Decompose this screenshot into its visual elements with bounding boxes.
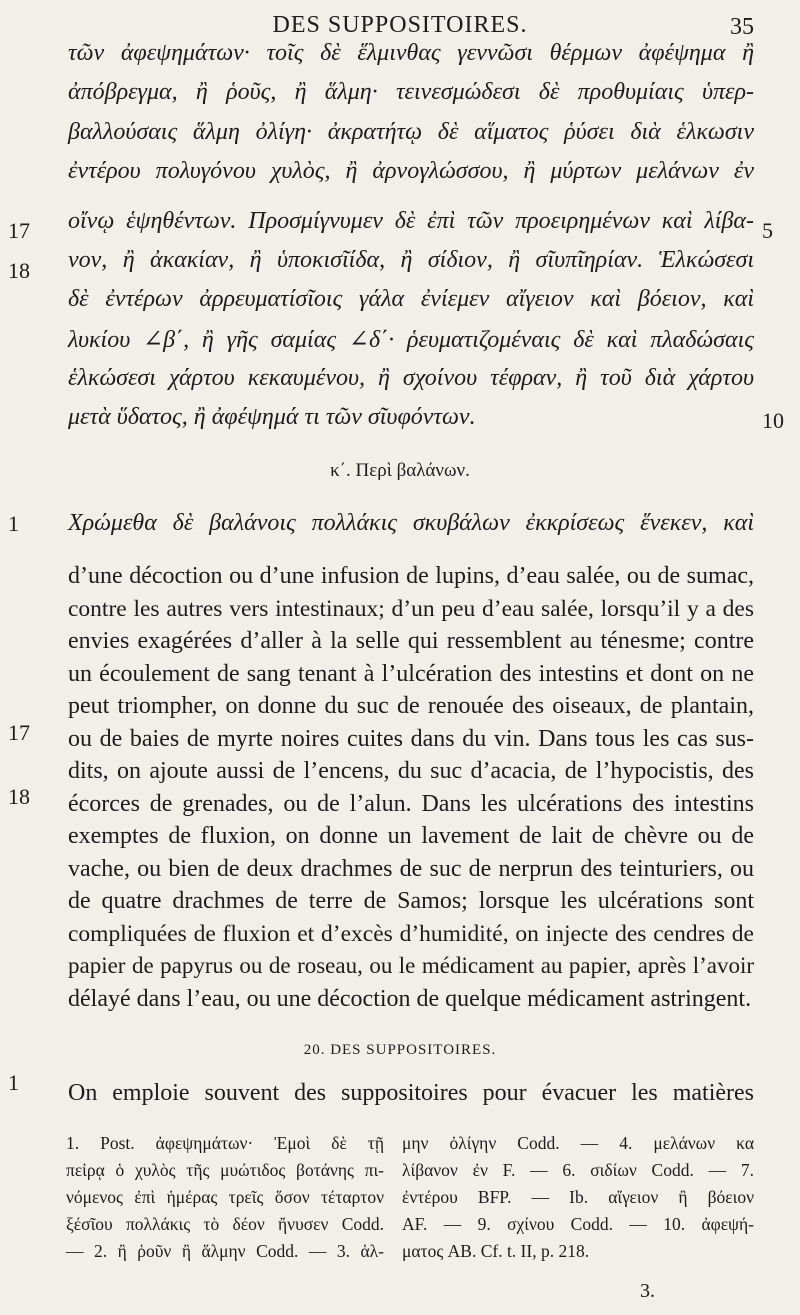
- footnote-line: ἐντέρου BFP. — Ib. αἴγειον ἢ βόειον: [402, 1187, 754, 1207]
- footnotes-left-column: [66, 1130, 384, 1265]
- footnote-line: πεἰρᾳ ὁ χυλὸς τῆς μυώτιδος βοτάνης πι-: [66, 1160, 384, 1180]
- greek-line: βαλλούσαις ἅλμη ὀλίγη· ἀκρατήτῳ δὲ αἵματος ῥύσει διὰ ἑλκωσιν: [68, 119, 754, 145]
- french-line: peut triompher, on donne du suc de renouée des oiseaux, de plantain,: [68, 693, 754, 719]
- greek-line: ἑλκώσεσι χάρτου κεκαυμένου, ἢ σχοίνου τέφραν, ἢ τοῦ διὰ χάρτου: [68, 365, 754, 391]
- greek-line: λυκίου ∠β΄, ἢ γῆς σαμίας ∠δ΄· ῥευματιζομέναις δὲ καὶ πλαδώσαις: [68, 327, 754, 353]
- french-line: On emploie souvent des suppositoires pour évacuer les matières: [68, 1080, 754, 1106]
- signature-mark: 3.: [640, 1280, 655, 1302]
- footnote-line: ξέσῖου πολλάκις τὸ δέον ἤνυσεν Codd.: [66, 1214, 384, 1234]
- running-header-title: DES SUPPOSITOIRES.: [272, 12, 528, 38]
- margin-line-number: 1: [8, 511, 19, 536]
- greek-text-block: [68, 40, 754, 440]
- greek-line: τῶν ἀφεψημάτων· τοῖς δὲ ἕλμινθας γεννῶσι θέρμων ἀφέψημα ἢ: [68, 40, 754, 66]
- greek-text-block: [68, 510, 754, 544]
- french-line: compliquées de fluxion et d’excès d’humidité, on injecte des cendres de: [68, 921, 754, 947]
- french-line: ou de baies de myrte noires cuites dans du vin. Dans tous les cas sus-: [68, 726, 754, 752]
- footnote-line: ματος AB. Cf. t. II, p. 218.: [402, 1241, 590, 1261]
- greek-section-heading: κ΄. Περὶ βαλάνων.: [330, 460, 470, 481]
- french-line: contre les autres vers intestinaux; d’un peu d’eau salée, lorsqu’il y a des: [68, 596, 754, 622]
- french-line: exemptes de fluxion, on donne un lavement de lait de chèvre ou de: [68, 823, 754, 849]
- french-section-heading: 20. DES SUPPOSITOIRES.: [303, 1042, 497, 1058]
- french-line: d’une décoction ou d’une infusion de lupins, d’eau salée, ou de sumac,: [68, 563, 754, 589]
- page-number: 35: [730, 14, 754, 40]
- french-line: envies exagérées d’aller à la selle qui ressemblent au ténesme; contre: [68, 628, 754, 654]
- margin-line-number: 18: [8, 784, 30, 809]
- greek-line: ἐντέρου πολυγόνου χυλὸς, ἢ ἀρνογλώσσου, ἢ μύρτων μελάνων ἐν: [68, 158, 754, 184]
- margin-line-number: 18: [8, 258, 30, 283]
- french-line: écorces de grenades, ou de l’alun. Dans les ulcérations des intestins: [68, 791, 754, 817]
- greek-line: ἀπόβρεγμα, ἢ ῥοῦς, ἢ ἅλμη· τεινεσμώδεσι δὲ προθυμίαις ὑπερ-: [68, 79, 754, 105]
- footnote-line: μην ὀλίγην Codd. — 4. μελάνων κα: [402, 1133, 754, 1153]
- footnote-line: 1. Post. ἀφεψημάτων· Ἐμοὶ δὲ τῇ: [66, 1133, 384, 1153]
- footnotes-right-column: [402, 1130, 754, 1265]
- margin-line-number: 1: [8, 1070, 19, 1095]
- greek-line: Χρώμεθα δὲ βαλάνοις πολλάκις σκυβάλων ἐκκρίσεως ἕνεκεν, καὶ: [68, 510, 754, 536]
- greek-line: οἴνῳ ἑψηθέντων. Προσμίγνυμεν δὲ ἐπὶ τῶν προειρημένων καὶ λίβα-: [68, 208, 754, 234]
- margin-line-number: 10: [762, 408, 784, 433]
- greek-line: μετὰ ὕδατος, ἢ ἀφέψημά τι τῶν σῖυφόντων.: [68, 404, 476, 430]
- french-line: vache, ou bien de deux drachmes de suc de nerprun des teinturiers, ou: [68, 856, 754, 882]
- greek-line: δὲ ἐντέρων ἀρρευματίσῖοις γάλα ἐνίεμεν αἴγειον καὶ βόειον, καὶ: [68, 286, 754, 312]
- french-line: un écoulement de sang tenant à l’ulcération des intestins et dont on ne: [68, 661, 754, 687]
- footnote-line: — 2. ἢ ῥοῦν ἢ ἅλμην Codd. — 3. ἁλ-: [66, 1241, 384, 1261]
- footnote-line: AF. — 9. σχίνου Codd. — 10. ἀφεψή-: [402, 1214, 754, 1234]
- french-line: papier de papyrus ou de roseau, ou le médicament au papier, après l’avoir: [68, 953, 754, 978]
- footnote-line: νόμενος ἐπὶ ἡμέρας τρεῖς ὅσον τέταρτον: [66, 1187, 384, 1207]
- french-line: dits, on ajoute aussi de l’encens, du suc d’acacia, de l’hypocistis, des: [68, 758, 754, 784]
- footnote-line: λίβανον ἐν F. — 6. σιδίων Codd. — 7.: [402, 1160, 754, 1180]
- french-line: délayé dans l’eau, ou une décoction de quelque médicament astringent.: [68, 986, 752, 1012]
- margin-line-number: 5: [762, 218, 773, 243]
- french-line: de quatre drachmes de terre de Samos; lorsque les ulcérations sont: [68, 888, 754, 914]
- margin-line-number: 17: [8, 720, 30, 745]
- greek-line: νον, ἢ ἀκακίαν, ἢ ὑποκισῖίδα, ἢ σίδιον, ἢ σῖυπῖηρίαν. Ἑλκώσεσι: [68, 247, 754, 273]
- margin-line-number: 17: [8, 218, 30, 243]
